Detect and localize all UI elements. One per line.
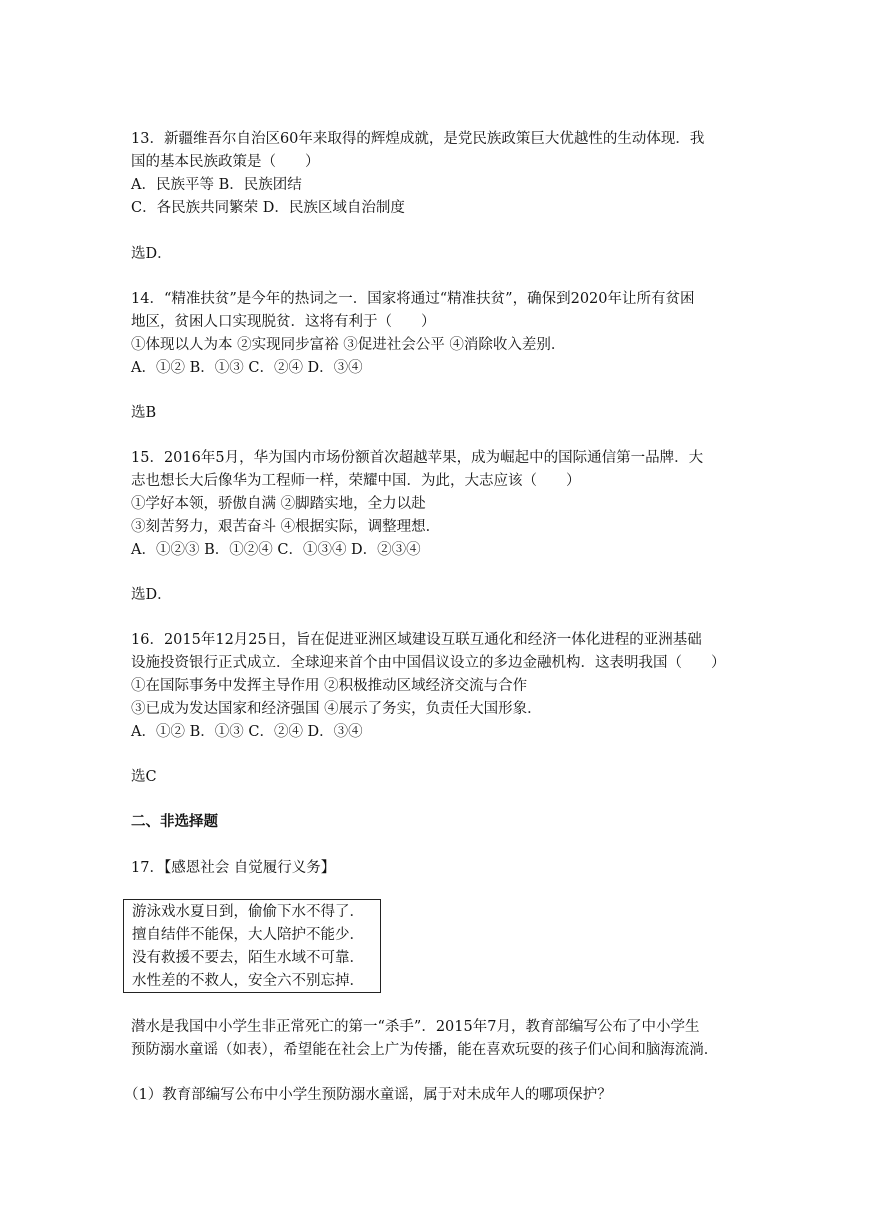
- poem-line: 擅自结伴不能保，大人陪护不能少．: [132, 927, 364, 943]
- q13-line-1: 13．新疆维吾尔自治区60年来取得的辉煌成就，是党民族政策巨大优越性的生动体现．我: [131, 131, 705, 147]
- q15-line-2: 志也想长大后像华为工程师一样，荣耀中国．为此，大志应该（ ）: [131, 473, 581, 489]
- q17-paragraph-line-2: 预防溺水童谣（如表），希望能在社会上广为传播，能在喜欢玩耍的孩子们心间和脑海流淌．: [131, 1042, 719, 1058]
- q16-line-1: 16．2015年12月25日，旨在促进亚洲区域建设互联互通化和经济一体化进程的亚洲基础: [131, 632, 702, 648]
- q13-option-ab: A．民族平等 B．民族团结: [131, 177, 302, 193]
- q14-answer: 选B: [131, 405, 157, 421]
- q16-statements-2: ③已成为发达国家和经济强国 ④展示了务实，负责任大国形象．: [131, 701, 542, 717]
- q13-line-2: 国的基本民族政策是（ ）: [131, 154, 320, 170]
- section-title: 二、非选择题: [131, 813, 218, 830]
- q15-options: A．①②③ B．①②④ C．①③④ D．②③④: [131, 542, 421, 558]
- q14-statements: ①体现以人为本 ②实现同步富裕 ③促进社会公平 ④消除收入差别．: [131, 337, 566, 353]
- q17-paragraph-line-1: 潜水是我国中小学生非正常死亡的第一“杀手”．2015年7月，教育部编写公布了中小学生: [131, 1019, 700, 1035]
- q16-line-2: 设施投资银行正式成立．全球迎来首个由中国倡议设立的多边金融机构．这表明我国（ ）: [131, 655, 726, 671]
- q13-option-cd: C．各民族共同繁荣 D．民族区域自治制度: [131, 200, 405, 216]
- q16-options: A．①② B．①③ C．②④ D．③④: [131, 724, 363, 740]
- q17-sub-question-1: （1）教育部编写公布中小学生预防溺水童谣，属于对未成年人的哪项保护？: [124, 1087, 612, 1103]
- poem-line: 游泳戏水夏日到，偷偷下水不得了．: [132, 904, 364, 920]
- poem-box: [123, 899, 381, 993]
- q16-answer: 选C: [131, 769, 157, 785]
- q15-answer: 选D．: [131, 587, 172, 603]
- q15-statements-1: ①学好本领，骄傲自满 ②脚踏实地，全力以赴: [131, 496, 426, 512]
- poem-line: 水性差的不救人，安全六不别忘掉．: [132, 973, 364, 989]
- q14-line-2: 地区，贫困人口实现脱贫．这将有利于（ ）: [131, 314, 436, 330]
- q17-title: 17．【感恩社会 自觉履行义务】: [131, 860, 336, 876]
- q15-line-1: 15．2016年5月，华为国内市场份额首次超越苹果，成为崛起中的国际通信第一品牌．大: [131, 450, 704, 466]
- q15-statements-2: ③刻苦努力，艰苦奋斗 ④根据实际，调整理想．: [131, 519, 441, 535]
- q14-options: A．①② B．①③ C．②④ D．③④: [131, 360, 363, 376]
- q13-answer: 选D．: [131, 246, 172, 262]
- poem-line: 没有救援不要去，陌生水域不可靠．: [132, 950, 364, 966]
- q14-line-1: 14．“精准扶贫”是今年的热词之一．国家将通过“精准扶贫”，确保到2020年让所有贫困: [131, 291, 695, 307]
- q16-statements-1: ①在国际事务中发挥主导作用 ②积极推动区域经济交流与合作: [131, 678, 528, 694]
